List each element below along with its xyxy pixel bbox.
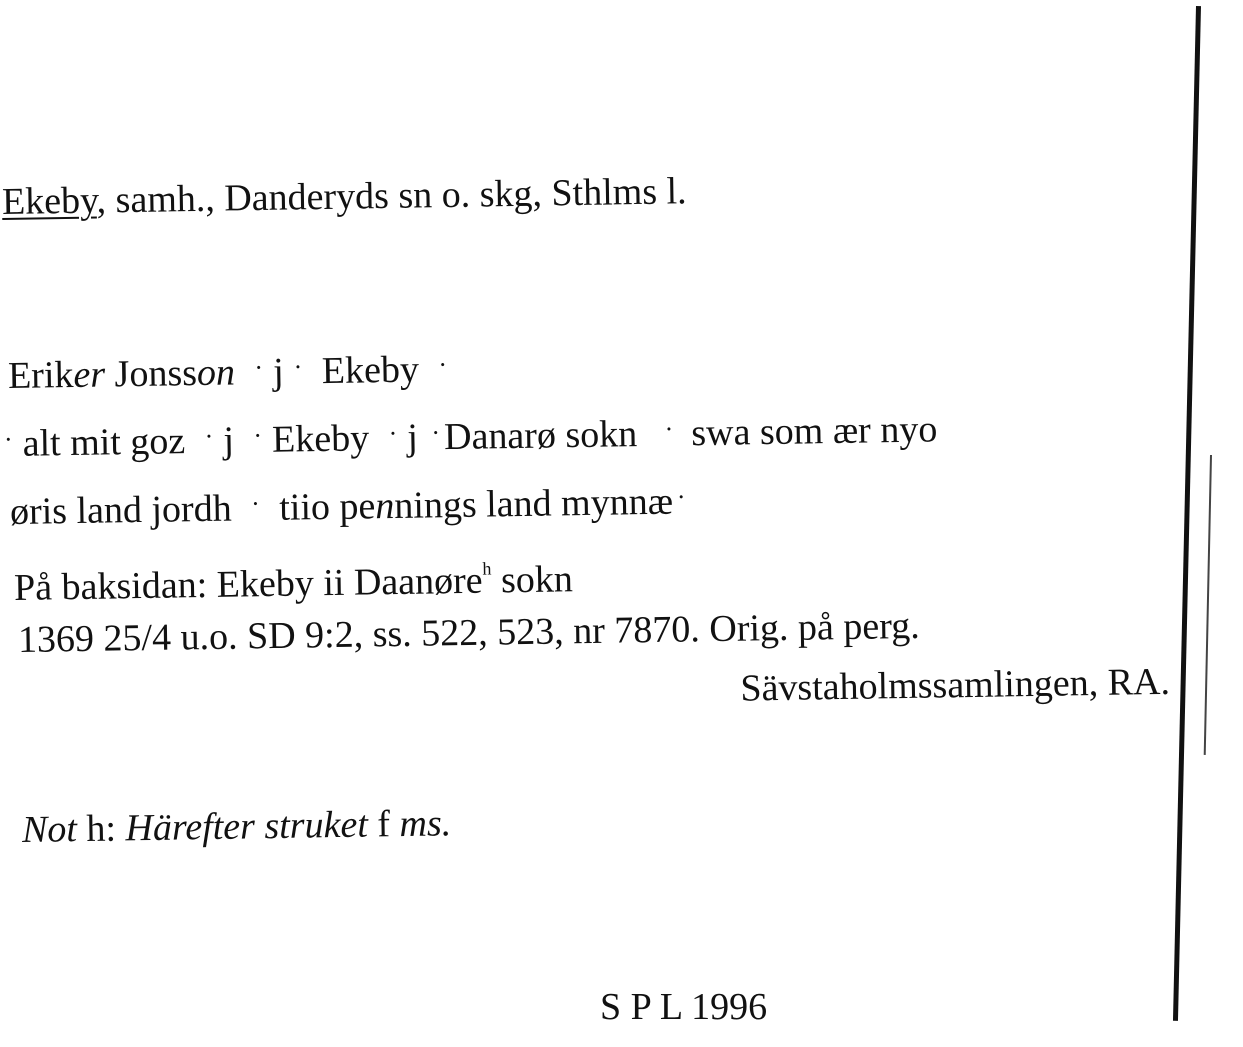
citation-line-2: Sävstaholmssamlingen, RA.: [740, 660, 1171, 710]
separator-dot: ·: [438, 350, 448, 380]
footnote: Not h: Härefter struket f ms.: [21, 802, 452, 851]
transcription-line-4: På baksidan: Ekeby ii Daanøre$^h$ sokn: [13, 558, 574, 609]
separator-dot: ·: [253, 420, 263, 451]
separator-dot: ·: [293, 352, 303, 382]
transcription-line-2: · alt mit goz · j · Ekeby · j ·Danarø sokn · swa som ær nyo: [3, 408, 938, 465]
separator-dot: ·: [3, 424, 13, 454]
separator-dot: ·: [204, 421, 214, 451]
headword: Ekeby: [1, 179, 97, 223]
card-edge-line-secondary: [1204, 455, 1212, 755]
heading-description: , samh., Danderyds sn o. skg, Sthlms l.: [96, 170, 687, 222]
transcription-line-3: øris land jordh · tiio pennings land mynnæ ·: [10, 475, 696, 534]
footnote-marker: h: [482, 558, 492, 579]
separator-dot: ·: [676, 482, 686, 512]
separator-dot: ·: [664, 414, 674, 444]
separator-dot: ·: [431, 418, 441, 448]
citation-line-1: 1369 25/4 u.o. SD 9:2, ss. 522, 523, nr 7870. Orig. på perg.: [17, 604, 920, 661]
transcription-line-1: Eriker Jonsson · j · Ekeby ·: [8, 343, 458, 398]
card-edge-line: [1173, 6, 1201, 1021]
separator-dot: ·: [254, 352, 264, 383]
signature: S P L 1996: [600, 986, 768, 1028]
separator-dot: ·: [250, 489, 260, 519]
footnote-label: Not: [21, 808, 78, 851]
separator-dot: ·: [388, 418, 398, 448]
heading-line: [2, 169, 687, 224]
